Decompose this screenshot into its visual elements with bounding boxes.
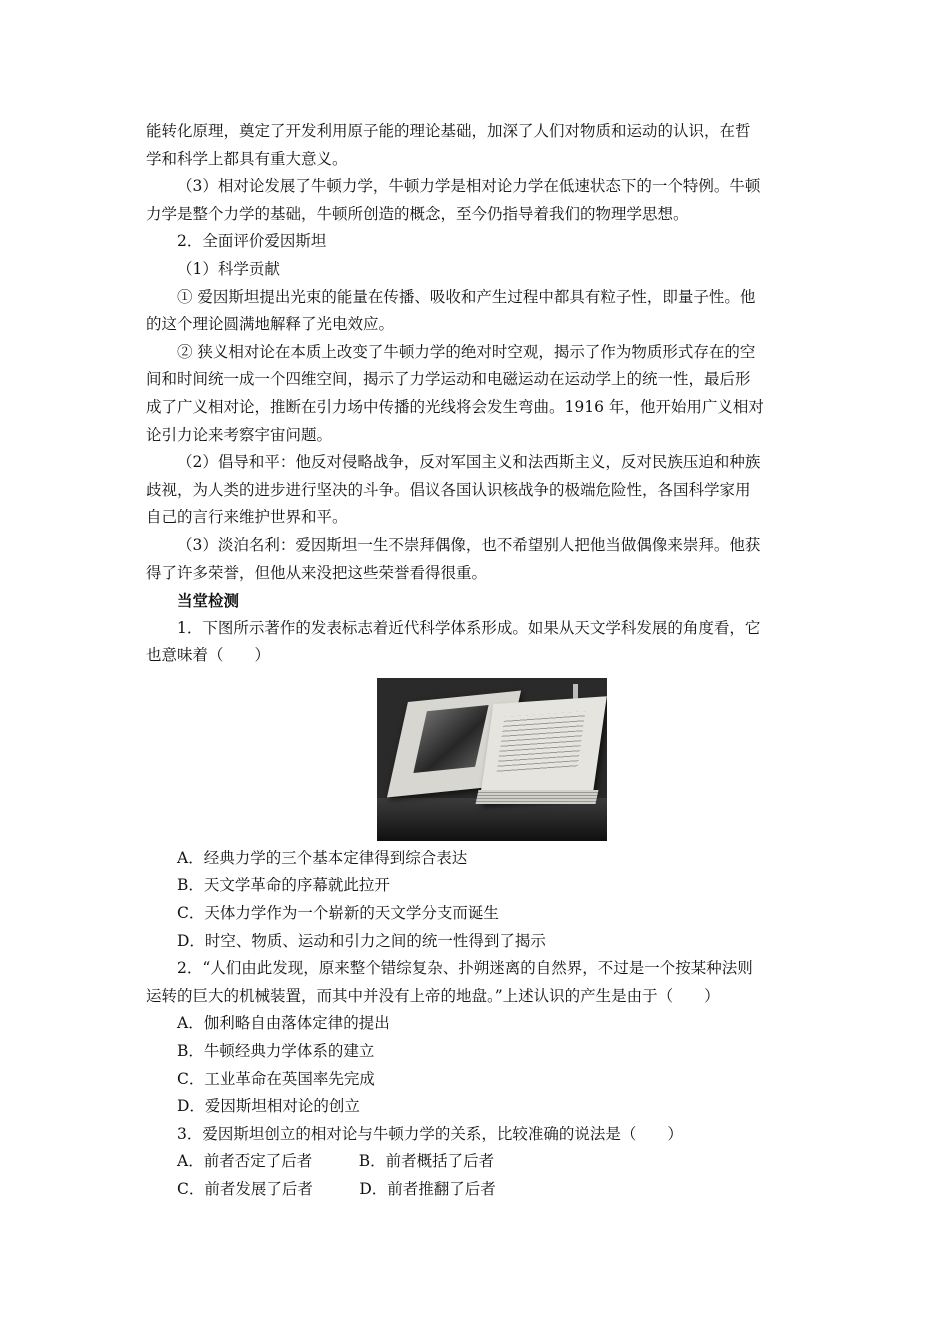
q1-option-a: A．经典力学的三个基本定律得到综合表达 — [177, 848, 468, 867]
q3-options-row-2: C．前者发展了后者 D．前者推翻了后者 — [177, 1180, 496, 1198]
content-line: ① 爱因斯坦提出光束的能量在传播、吸收和产生过程中都具有粒子性，即量子性。他 — [177, 287, 756, 306]
content-line: 成了广义相对论，推断在引力场中传播的光线将会发生弯曲。1916 年，他开始用广义相对 — [146, 397, 764, 416]
content-line: 学和科学上都具有重大意义。 — [146, 149, 348, 168]
q2-option-b: B．牛顿经典力学体系的建立 — [177, 1042, 375, 1061]
content-line: 2．全面评价爱因斯坦 — [177, 232, 327, 251]
photo-book-pages — [476, 790, 599, 804]
photo-table — [377, 798, 607, 841]
content-line: 的这个理论圆满地解释了光电效应。 — [146, 315, 395, 334]
content-line: 得了许多荣誉，但他从来没把这些荣誉看得很重。 — [146, 563, 488, 582]
content-line: 能转化原理，奠定了开发利用原子能的理论基础，加深了人们对物质和运动的认识，在哲 — [146, 122, 751, 140]
q3-options-row-1: A．前者否定了后者 B．前者概括了后者 — [177, 1152, 495, 1171]
document-page — [146, 118, 810, 1204]
content-line: 论引力论来考察宇宙问题。 — [146, 425, 333, 444]
content-line: 间和时间统一成一个四维空间，揭示了力学运动和电磁运动在运动学上的统一性，最后形 — [146, 370, 751, 389]
principia-book-photo — [377, 678, 607, 841]
q2-option-a: A．伽利略自由落体定律的提出 — [177, 1014, 390, 1033]
q1-option-b: B．天文学革命的序幕就此拉开 — [177, 876, 390, 895]
q1-option-c: C．天体力学作为一个崭新的天文学分支而诞生 — [177, 904, 499, 923]
content-line: 力学是整个力学的基础，牛顿所创造的概念，至今仍指导着我们的物理学思想。 — [146, 204, 689, 223]
content-section — [146, 118, 810, 587]
q1-option-d: D．时空、物质、运动和引力之间的统一性得到了揭示 — [177, 931, 546, 950]
content-line: （2）倡导和平：他反对侵略战争，反对军国主义和法西斯主义，反对民族压迫和种族 — [177, 453, 761, 472]
content-line: （3）淡泊名利：爱因斯坦一生不崇拜偶像，也不希望别人把他当做偶像来崇拜。他获 — [177, 535, 761, 554]
content-line: （1）科学贡献 — [177, 259, 280, 278]
content-line: 歧视，为人类的进步进行坚决的斗争。倡议各国认识核战争的极端危险性，各国科学家用 — [146, 480, 751, 499]
q2-option-c: C．工业革命在英国率先完成 — [177, 1069, 375, 1088]
q2-option-d: D．爱因斯坦相对论的创立 — [177, 1097, 360, 1116]
q2-text-line-1: 2．“人们由此发现，原来整个错综复杂、扑朔迷离的自然界，不过是一个按某种法则 — [177, 959, 753, 978]
q1-text-line-2: 也意味着（ ） — [146, 646, 271, 665]
q3-text-line-1: 3．爱因斯坦创立的相对论与牛顿力学的关系，比较准确的说法是（ ） — [177, 1124, 683, 1143]
content-line: ② 狭义相对论在本质上改变了牛顿力学的绝对时空观，揭示了作为物质形式存在的空 — [177, 342, 756, 361]
q1-text-line-1: 1．下图所示著作的发表标志着近代科学体系形成。如果从天文学科发展的角度看，它 — [177, 618, 761, 637]
q2-text-line-2: 运转的巨大的机械装置，而其中并没有上帝的地盘。”上述认识的产生是由于（ ） — [146, 986, 720, 1005]
content-line: 自己的言行来维护世界和平。 — [146, 508, 348, 527]
photo-title-text — [497, 711, 586, 772]
content-line: （3）相对论发展了牛顿力学，牛顿力学是相对论力学在低速状态下的一个特例。牛顿 — [177, 177, 761, 196]
quiz-heading: 当堂检测 — [177, 591, 240, 611]
